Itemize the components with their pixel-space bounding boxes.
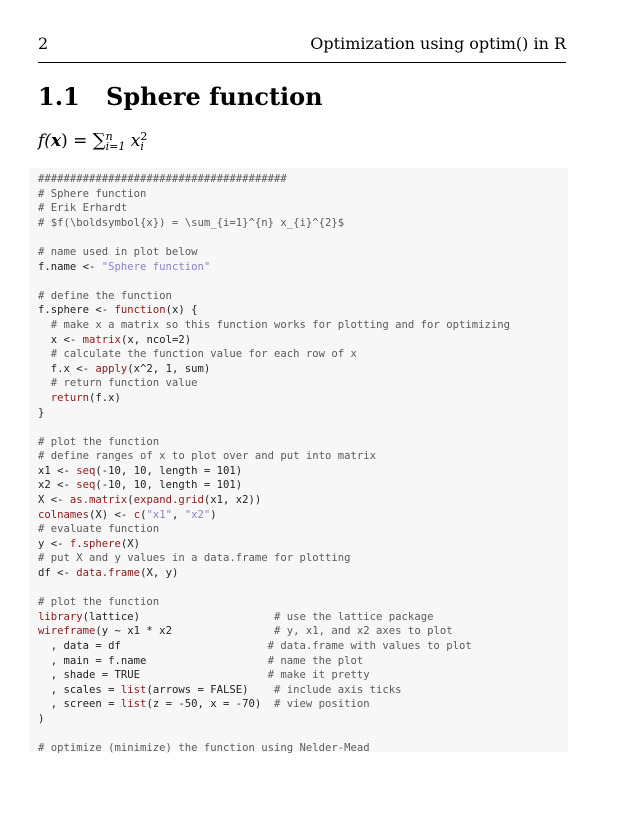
code-line bbox=[38, 741, 510, 756]
code-comment: # name the plot bbox=[267, 654, 364, 667]
code-comment: # plot the function bbox=[38, 596, 160, 609]
code-text: (X) bbox=[120, 537, 141, 550]
code-text: x <- bbox=[38, 333, 83, 346]
code-line bbox=[38, 274, 510, 289]
code-line bbox=[38, 449, 510, 464]
code-line bbox=[38, 537, 510, 552]
code-comment: # put X and y values in a data.frame for plotting bbox=[38, 552, 351, 565]
code-comment: # view position bbox=[274, 698, 370, 711]
code-text: (x1, x2)) bbox=[203, 494, 262, 507]
code-text: ) bbox=[38, 712, 45, 725]
code-line bbox=[38, 551, 510, 566]
code-line bbox=[38, 187, 510, 202]
code-text bbox=[38, 392, 51, 404]
code-comment: # define ranges of x to plot over and put into matrix bbox=[38, 450, 377, 463]
code-comment: # plot the function bbox=[38, 435, 160, 448]
code-function: list bbox=[120, 698, 147, 711]
code-line bbox=[38, 303, 510, 318]
code-line bbox=[38, 566, 510, 581]
formula-term-sup: 2 bbox=[140, 129, 148, 143]
code-line bbox=[38, 712, 510, 727]
formula-eq: ) = bbox=[61, 131, 93, 151]
code-text: , main = f.name bbox=[38, 654, 268, 667]
code-line bbox=[38, 683, 510, 698]
code-line bbox=[38, 347, 510, 362]
code-function: c bbox=[133, 508, 141, 521]
code-string: "x2" bbox=[184, 508, 211, 521]
code-function: colnames bbox=[38, 508, 90, 521]
code-comment: # evaluate function bbox=[38, 523, 160, 536]
code-comment: # optimize (minimize) the function using Nelder-Mead bbox=[38, 742, 370, 755]
code-line bbox=[38, 727, 510, 742]
code-function: as.matrix bbox=[69, 494, 128, 507]
code-line bbox=[38, 172, 510, 187]
code-function: library bbox=[38, 610, 83, 623]
formula-sum-upper: n bbox=[105, 129, 113, 143]
sphere-formula bbox=[38, 130, 147, 152]
code-string: "x1" bbox=[146, 508, 172, 521]
formula-sum-lower: i=1 bbox=[105, 139, 126, 153]
formula-var: x bbox=[50, 131, 62, 151]
section-heading bbox=[38, 82, 323, 111]
code-function: matrix bbox=[82, 333, 121, 346]
code-text: (x, ncol=2) bbox=[120, 333, 192, 346]
code-comment: # name used in plot below bbox=[38, 245, 198, 258]
code-comment: # define the function bbox=[38, 289, 172, 302]
code-text: (X, y) bbox=[140, 567, 179, 580]
code-comment: ####################################### bbox=[38, 173, 287, 185]
code-line bbox=[38, 654, 510, 669]
code-function: data.frame bbox=[76, 567, 141, 580]
code-text: ( bbox=[127, 494, 134, 507]
code-text: f.sphere <- bbox=[38, 304, 115, 317]
formula-term-sub: i bbox=[140, 139, 144, 153]
code-function: function bbox=[114, 304, 166, 317]
code-line bbox=[38, 493, 510, 508]
code-text: (y ~ x1 * x2 bbox=[95, 625, 274, 638]
code-listing bbox=[38, 172, 510, 756]
code-line bbox=[38, 391, 510, 406]
code-comment: # $f(\boldsymbol{x}) = \sum_{i=1}^{n} x_{i}^{2}$ bbox=[38, 216, 345, 229]
code-text: , data = df bbox=[38, 640, 268, 652]
code-line bbox=[38, 362, 510, 377]
code-function: return bbox=[50, 391, 90, 404]
code-text: , bbox=[171, 508, 185, 521]
code-text: df <- bbox=[38, 567, 77, 580]
code-line bbox=[38, 333, 510, 348]
code-text: (arrows = FALSE) bbox=[146, 683, 274, 696]
code-comment: # Erik Erhardt bbox=[38, 202, 128, 215]
code-comment: # y, x1, and x2 axes to plot bbox=[274, 625, 453, 638]
code-comment: # data.frame with values to plot bbox=[267, 640, 472, 652]
code-function: seq bbox=[76, 464, 96, 477]
code-line bbox=[38, 201, 510, 216]
formula-term: x bbox=[130, 131, 141, 151]
code-line bbox=[38, 230, 510, 245]
code-text: } bbox=[38, 406, 45, 419]
code-text: (x^2, 1, sum) bbox=[127, 362, 211, 375]
code-line bbox=[38, 318, 510, 333]
code-line bbox=[38, 595, 510, 610]
code-text: (-10, 10, length = 101) bbox=[95, 464, 243, 477]
code-line bbox=[38, 624, 510, 639]
code-comment: # calculate the function value for each row of x bbox=[38, 348, 357, 361]
section-number: 1.1 bbox=[38, 82, 80, 111]
code-text: (f.x) bbox=[89, 391, 121, 404]
code-line bbox=[38, 464, 510, 479]
code-line bbox=[38, 508, 510, 523]
code-text: ) bbox=[210, 508, 217, 521]
section-title: Sphere function bbox=[106, 82, 323, 111]
formula-sum-symbol: ∑ bbox=[92, 130, 106, 151]
code-line bbox=[38, 406, 510, 421]
code-line bbox=[38, 289, 510, 304]
code-comment: # include axis ticks bbox=[274, 683, 402, 696]
code-line bbox=[38, 260, 510, 275]
running-header bbox=[38, 34, 566, 63]
code-function: expand.grid bbox=[133, 494, 204, 507]
code-line bbox=[38, 610, 510, 625]
code-text: (-10, 10, length = 101) bbox=[95, 479, 243, 492]
code-text: (x) { bbox=[165, 304, 198, 317]
code-block bbox=[30, 168, 568, 755]
formula-term-scripts bbox=[140, 129, 148, 153]
code-line bbox=[38, 376, 510, 391]
code-text: , scales = bbox=[38, 683, 121, 696]
code-comment: # return function value bbox=[38, 377, 198, 390]
code-line bbox=[38, 639, 510, 654]
code-line bbox=[38, 697, 510, 712]
code-text: X <- bbox=[38, 494, 70, 507]
code-text: f.x <- bbox=[38, 362, 96, 375]
code-comment: # make x a matrix so this function works for plotting and for optimizing bbox=[38, 318, 510, 331]
running-title: Optimization using optim() in R bbox=[310, 34, 566, 53]
code-comment: # use the lattice package bbox=[274, 610, 434, 623]
code-line bbox=[38, 245, 510, 260]
code-function: list bbox=[120, 683, 147, 696]
code-text: , shade = TRUE bbox=[38, 669, 268, 682]
code-line bbox=[38, 435, 510, 450]
code-line bbox=[38, 522, 510, 537]
code-line bbox=[38, 581, 510, 596]
code-function: wireframe bbox=[38, 625, 96, 638]
code-line bbox=[38, 668, 510, 683]
formula-limits bbox=[105, 129, 126, 153]
code-text: ( bbox=[140, 508, 147, 521]
code-text: (lattice) bbox=[82, 610, 274, 623]
code-line bbox=[38, 420, 510, 435]
code-string: "Sphere function" bbox=[101, 260, 211, 273]
code-text: (X) <- bbox=[89, 508, 134, 521]
code-line bbox=[38, 478, 510, 493]
code-comment: # make it pretty bbox=[267, 669, 370, 682]
code-function: seq bbox=[76, 479, 96, 492]
code-text: x2 <- bbox=[38, 479, 77, 492]
code-function: apply bbox=[95, 362, 128, 375]
code-text: f.name <- bbox=[38, 260, 102, 273]
code-line bbox=[38, 216, 510, 231]
code-text: (z = -50, x = -70) bbox=[146, 698, 274, 711]
code-text: , screen = bbox=[38, 698, 121, 711]
page-number: 2 bbox=[38, 34, 49, 53]
code-comment: # Sphere function bbox=[38, 187, 147, 200]
code-text: x1 <- bbox=[38, 464, 77, 477]
code-function: f.sphere bbox=[69, 537, 121, 550]
code-text: y <- bbox=[38, 537, 70, 550]
formula-lhs: f( bbox=[38, 131, 51, 151]
